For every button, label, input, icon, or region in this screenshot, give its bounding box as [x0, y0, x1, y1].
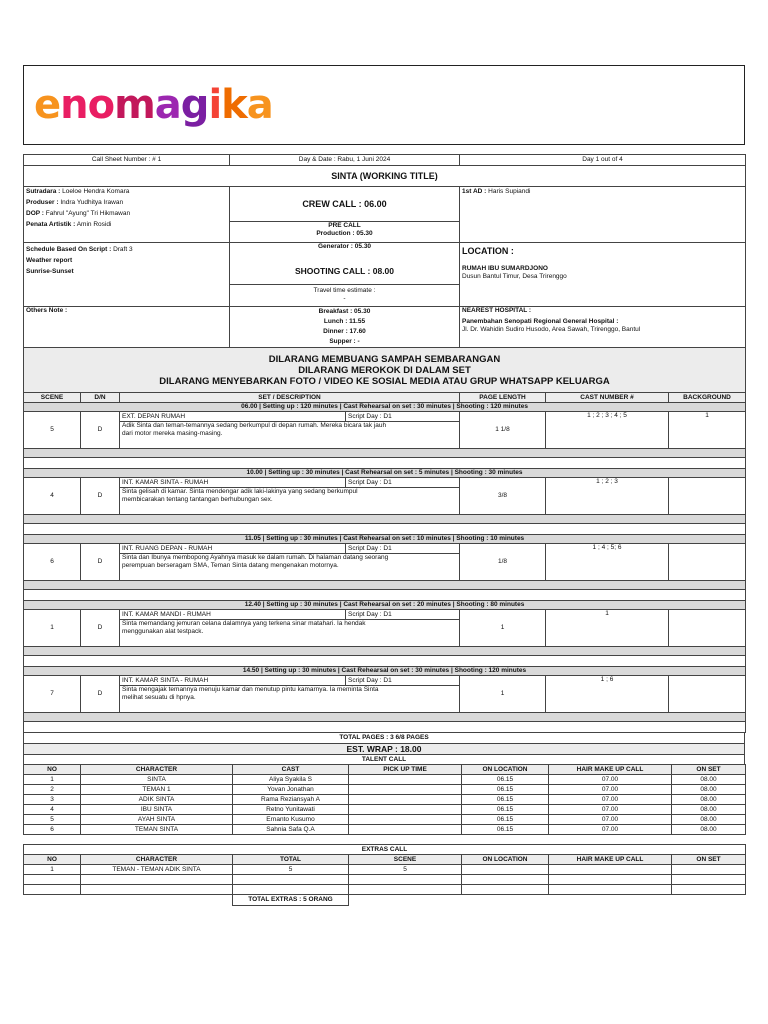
sunrise-sunset: Sunrise-Sunset — [26, 268, 74, 275]
col-cast: CAST NUMBER # — [546, 393, 669, 403]
talent-cell: 08.00 — [672, 805, 746, 815]
scene-description: Sinta mengajak temannya menuju kamar dan menutup pintu kamarnya. Ia meminta Sinta melihat sesuatu di hpnya. — [120, 686, 460, 713]
talent-cell: 06.15 — [462, 805, 549, 815]
scene-dn: D — [81, 676, 120, 713]
header-table — [23, 154, 746, 393]
scene-dn: D — [81, 478, 120, 515]
scene-description: Sinta memandang jemuran celana dalamnya yang terkena sinar matahari. Ia hendak menggunakan alat testpack. — [120, 620, 460, 647]
notice-2: DILARANG MEROKOK DI DALAM SET — [298, 364, 471, 376]
scene-dn: D — [81, 610, 120, 647]
crew-dop: DOP : Fahrul "Ayung" Tri Hikmawan — [26, 210, 131, 217]
scene-block — [23, 666, 746, 733]
scene-cast: 1 ; 2 ; 3 ; 4 ; 5 — [546, 412, 669, 449]
talent-cell: 06.15 — [462, 815, 549, 825]
schedule-based: Schedule Based On Script : Draft 3 — [26, 246, 133, 253]
talent-cell: Retno Yunitawati — [233, 805, 349, 815]
scene-cast: 1 ; 2 ; 3 — [546, 478, 669, 515]
scene-script-day: Script Day : D1 — [346, 544, 460, 554]
scene-dn: D — [81, 544, 120, 581]
extras-cell — [549, 865, 672, 875]
scene-page-length: 3/8 — [460, 478, 546, 515]
scene-script-day: Script Day : D1 — [346, 412, 460, 422]
talent-cell: 4 — [24, 805, 81, 815]
extras-cell — [672, 865, 746, 875]
notice-1: DILARANG MEMBUANG SAMPAH SEMBARANGAN — [268, 353, 501, 365]
scene-description: Sinta dan Ibunya membopong Ayahnya masuk ke dalam rumah. Di halaman datang seorang perempuan berseragam SMA, Teman Sinta datang mengenakan motornya. — [120, 554, 460, 581]
col-dn: D/N — [81, 393, 120, 403]
talent-cell: 6 — [24, 825, 81, 835]
talent-cell: Yovan Jonathan — [233, 785, 349, 795]
talent-cell: 07.00 — [549, 775, 672, 785]
talent-cell — [349, 815, 462, 825]
scene-script-day: Script Day : D1 — [346, 478, 460, 488]
first-ad: 1st AD : Haris Supiandi — [462, 188, 531, 195]
talent-cell: 06.15 — [462, 775, 549, 785]
scene-cast: 1 — [546, 610, 669, 647]
talent-cell: 3 — [24, 795, 81, 805]
day-of: Day 1 out of 4 — [460, 155, 746, 166]
scene-number: 5 — [24, 412, 81, 449]
scene-number: 7 — [24, 676, 81, 713]
scene-background — [669, 478, 746, 515]
scene-timing: 12.40 | Setting up : 30 minutes | Cast Rehearsal on set : 20 minutes | Shooting : 80 minutes — [24, 601, 746, 610]
extras-cell: 5 — [349, 865, 462, 875]
crew-penata: Penata Artistik : Amin Rosidi — [26, 221, 112, 228]
dinner: Dinner : 17.60 — [323, 328, 366, 335]
scene-block — [23, 600, 746, 667]
talent-cell: AYAH SINTA — [81, 815, 233, 825]
scene-set: INT. KAMAR MANDI - RUMAH — [120, 610, 346, 620]
logo-box — [23, 65, 745, 145]
location-address: Dusun Bantul Timur, Desa Trirenggo — [462, 273, 567, 280]
extras-col-character: CHARACTER — [81, 855, 233, 865]
scene-background — [669, 544, 746, 581]
scene-description: Adik Sinta dan teman-temannya sedang berkumpul di depan rumah. Mereka bicara tak jauh dari motor mereka masing-masing. — [120, 422, 460, 449]
talent-cell: TEMAN SINTA — [81, 825, 233, 835]
extras-cell: 5 — [233, 865, 349, 875]
pre-call: PRE CALL — [328, 222, 361, 229]
scene-set: INT. RUANG DEPAN - RUMAH — [120, 544, 346, 554]
talent-col-hmu: HAIR MAKE UP CALL — [549, 765, 672, 775]
day-date: Day & Date : Rabu, 1 Juni 2024 — [230, 155, 460, 166]
notice-box — [24, 348, 746, 393]
hospital-address: Jl. Dr. Wahidin Sudiro Husodo, Area Sawah, Trirenggo, Bantul — [462, 326, 641, 333]
talent-cell — [349, 775, 462, 785]
supper: Supper : - — [329, 338, 360, 345]
col-bg: BACKGROUND — [669, 393, 746, 403]
scene-background — [669, 610, 746, 647]
travel-value: - — [343, 295, 346, 303]
scene-cast: 1 ; 4 ; 5; 6 — [546, 544, 669, 581]
talent-col-cast: CAST — [233, 765, 349, 775]
talent-cell — [349, 795, 462, 805]
extras-col-total: TOTAL — [233, 855, 349, 865]
talent-call-title: TALENT CALL — [24, 755, 745, 765]
hospital-label: NEAREST HOSPITAL : — [462, 307, 532, 314]
talent-col-pickup: PICK UP TIME — [349, 765, 462, 775]
scene-background — [669, 676, 746, 713]
talent-row — [24, 785, 746, 795]
breakfast: Breakfast : 05.30 — [318, 308, 371, 315]
talent-cell: 06.15 — [462, 785, 549, 795]
location-name: RUMAH IBU SUMARDJONO — [462, 265, 548, 272]
talent-cell: Sahnia Safa Q.A — [233, 825, 349, 835]
talent-cell — [349, 805, 462, 815]
talent-col-onset: ON SET — [672, 765, 746, 775]
talent-col-location: ON LOCATION — [462, 765, 549, 775]
scene-timing: 14.50 | Setting up : 30 minutes | Cast Rehearsal on set : 30 minutes | Shooting : 120 minutes — [24, 667, 746, 676]
talent-cell: 08.00 — [672, 775, 746, 785]
extras-call-title: EXTRAS CALL — [24, 845, 746, 855]
talent-row — [24, 795, 746, 805]
talent-cell: 06.15 — [462, 825, 549, 835]
scene-dn: D — [81, 412, 120, 449]
call-sheet-number: Call Sheet Number : # 1 — [24, 155, 230, 166]
scene-cast: 1 ; 6 — [546, 676, 669, 713]
scene-list — [23, 402, 745, 733]
talent-cell: 06.15 — [462, 795, 549, 805]
extras-cell — [462, 865, 549, 875]
call-sheet — [23, 154, 745, 906]
company-logo: enomagika — [34, 82, 273, 128]
talent-cell: 5 — [24, 815, 81, 825]
scene-page-length: 1 — [460, 676, 546, 713]
scene-timing: 10.00 | Setting up : 30 minutes | Cast Rehearsal on set : 5 minutes | Shooting : 30 minutes — [24, 469, 746, 478]
scene-set: INT. KAMAR SINTA - RUMAH — [120, 478, 346, 488]
talent-cell: 2 — [24, 785, 81, 795]
talent-cell: 08.00 — [672, 795, 746, 805]
scene-set: EXT. DEPAN RUMAH — [120, 412, 346, 422]
talent-cell: Rama Reziansyah A — [233, 795, 349, 805]
talent-row — [24, 805, 746, 815]
crew-call: CREW CALL : 06.00 — [230, 187, 460, 222]
extras-col-scene: SCENE — [349, 855, 462, 865]
est-wrap: EST. WRAP : 18.00 — [24, 744, 745, 755]
extras-row — [24, 865, 746, 875]
talent-cell: 07.00 — [549, 825, 672, 835]
talent-cell: IBU SINTA — [81, 805, 233, 815]
hospital-name: Panembahan Senopati Regional General Hospital : — [462, 318, 619, 325]
scene-page-length: 1 1/8 — [460, 412, 546, 449]
talent-cell: ADIK SINTA — [81, 795, 233, 805]
total-extras: TOTAL EXTRAS : 5 ORANG — [233, 895, 349, 906]
talent-cell: SINTA — [81, 775, 233, 785]
production-call: Production : 05.30 — [316, 230, 373, 237]
crew-sutradara: Sutradara : Loeloe Hendra Komara — [26, 188, 130, 195]
scene-description: Sinta gelisah di kamar. Sinta mendengar adik laki-lakinya yang sedang berkumpul membicarakan tentang tantangan berhubungan sex. — [120, 488, 460, 515]
scene-page-length: 1/8 — [460, 544, 546, 581]
talent-row — [24, 825, 746, 835]
talent-cell — [349, 785, 462, 795]
scene-timing: 11.05 | Setting up : 30 minutes | Cast Rehearsal on set : 10 minutes | Shooting : 10 minutes — [24, 535, 746, 544]
scene-block — [23, 402, 746, 469]
scene-number: 6 — [24, 544, 81, 581]
talent-col-character: CHARACTER — [81, 765, 233, 775]
col-page: PAGE LENGTH — [460, 393, 546, 403]
location-label: LOCATION : — [462, 246, 514, 256]
talent-row — [24, 775, 746, 785]
extras-col-location: ON LOCATION — [462, 855, 549, 865]
extras-col-no: NO — [24, 855, 81, 865]
weather-report: Weather report — [26, 257, 73, 264]
talent-cell: 1 — [24, 775, 81, 785]
scene-block — [23, 468, 746, 535]
scene-number: 4 — [24, 478, 81, 515]
talent-table — [23, 764, 746, 906]
scene-background: 1 — [669, 412, 746, 449]
lunch: Lunch : 11.55 — [323, 318, 366, 325]
others-note: Others Note : — [24, 307, 230, 348]
talent-cell: 07.00 — [549, 785, 672, 795]
scene-number: 1 — [24, 610, 81, 647]
production-title: SINTA (WORKING TITLE) — [24, 166, 746, 187]
scene-script-day: Script Day : D1 — [346, 676, 460, 686]
scene-timing: 06.00 | Setting up : 120 minutes | Cast Rehearsal on set : 30 minutes | Shooting : 120 minutes — [24, 403, 746, 412]
extras-col-hmu: HAIR MAKE UP CALL — [549, 855, 672, 865]
extras-col-onset: ON SET — [672, 855, 746, 865]
extras-cell: 1 — [24, 865, 81, 875]
totals-table — [23, 732, 745, 765]
talent-cell: 07.00 — [549, 815, 672, 825]
talent-cell: 08.00 — [672, 825, 746, 835]
crew-produser: Produser : Indra Yudhitya Irawan — [26, 199, 124, 206]
talent-cell: 07.00 — [549, 795, 672, 805]
total-pages: TOTAL PAGES : 3 6/8 PAGES — [24, 733, 745, 744]
talent-cell — [349, 825, 462, 835]
talent-cell: Aliya Syakila S — [233, 775, 349, 785]
talent-row — [24, 815, 746, 825]
talent-cell: Ernanto Kusumo — [233, 815, 349, 825]
col-set: SET / DESCRIPTION — [120, 393, 460, 403]
talent-cell: 07.00 — [549, 805, 672, 815]
talent-cell: 08.00 — [672, 785, 746, 795]
talent-cell: 08.00 — [672, 815, 746, 825]
talent-col-no: NO — [24, 765, 81, 775]
scene-block — [23, 534, 746, 601]
extras-cell: TEMAN - TEMAN ADIK SINTA — [81, 865, 233, 875]
generator-call: Generator : 05.30 — [317, 243, 372, 250]
scene-page-length: 1 — [460, 610, 546, 647]
shooting-call: SHOOTING CALL : 08.00 — [294, 266, 395, 276]
travel-time: Travel time estimate : — [313, 287, 376, 295]
scene-set: INT. KAMAR SINTA - RUMAH — [120, 676, 346, 686]
col-scene: SCENE — [24, 393, 81, 403]
talent-cell: TEMAN 1 — [81, 785, 233, 795]
scene-script-day: Script Day : D1 — [346, 610, 460, 620]
notice-3: DILARANG MENYEBARKAN FOTO / VIDEO KE SOSIAL MEDIA ATAU GRUP WHATSAPP KELUARGA — [159, 375, 610, 387]
